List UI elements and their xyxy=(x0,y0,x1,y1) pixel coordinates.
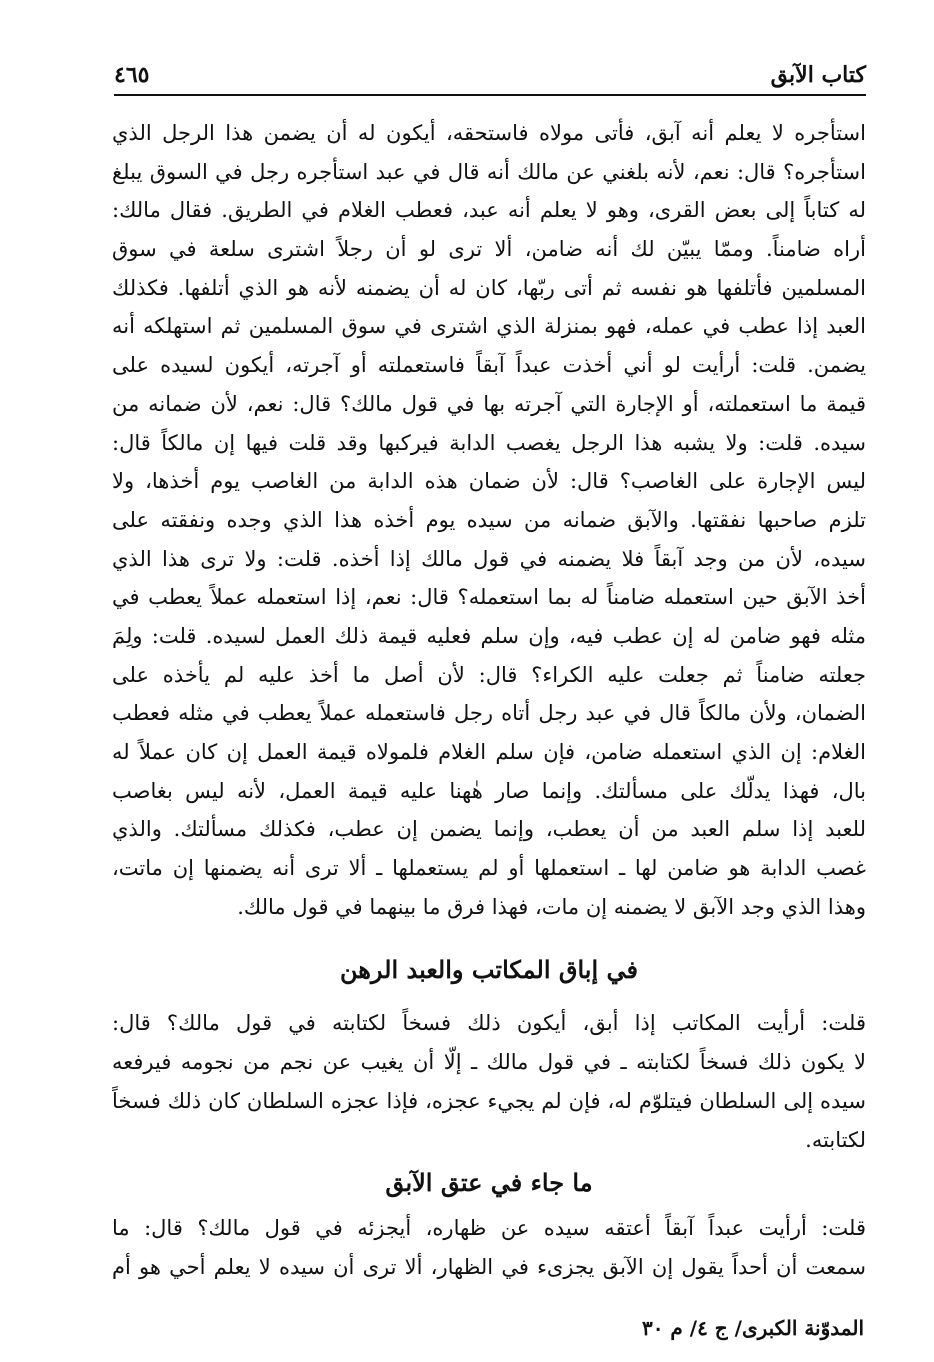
text-line: ليس الإجارة على الغاصب؟ قال: لأن ضمان هذه الدابة من الغاصب يوم أخذها، ولا xyxy=(112,469,866,494)
text-line: تلزم صاحبها نفقتها. والآبق ضمانه من سيده يوم أخذه هذا الذي وجده ونفقته على xyxy=(112,507,866,532)
text-line: له كتاباً إلى بعض القرى، وهو لا يعلم أنه عبد، فعطب الغلام في الطريق. فقال مالك: xyxy=(112,198,866,223)
text-line: قلت: أرأيت المكاتب إذا أبق، أيكون ذلك فسخاً لكتابته في قول مالك؟ قال: xyxy=(112,1011,866,1036)
text-line: بال، فهذا يدلّك على مسألتك. وإنما صار هٰهنا عليه قيمة العمل، لأنه ليس بغاصب xyxy=(112,778,866,803)
section-heading: في إباق المكاتب والعبد الرهن xyxy=(340,955,638,985)
text-line: سيده. قلت: ولا يشبه هذا الرجل يغصب الدابة فيركبها وقد قلت فيها إن مالكاً قال: xyxy=(112,430,866,455)
text-line: يضمن. قلت: أرأيت لو أني أخذت عبداً آبقاً فاستعملته أو آجرته، أيكون لسيده على xyxy=(112,353,866,378)
text-line: غصب الدابة هو ضامن لها ـ استعملها أو لم يستعملها ـ ألا ترى أنه يضمنها إن ماتت، xyxy=(112,856,866,881)
section-abiq-hire xyxy=(112,114,866,926)
text-line: مثله فهو ضامن له إن عطب فيه، وإن سلم فعليه قيمة ذلك العمل لسيده. قلت: ولِمَ xyxy=(112,623,866,648)
text-line: قيمة ما استعملته، أو الإجارة التي آجرته بها في قول مالك؟ قال: نعم، لأن ضمانه من xyxy=(112,391,866,416)
text-line: أراه ضامناً. وممّا يبيّن لك أنه ضامن، ألا ترى لو أن رجلاً اشترى سلعة في سوق xyxy=(112,237,866,262)
text-line: قلت: أرأيت عبداً آبقاً أعتقه سيده عن ظهاره، أيجزئه في قول مالك؟ قال: ما xyxy=(112,1216,866,1241)
section-freeing-abiq xyxy=(112,1161,866,1286)
section-mukatab-flight xyxy=(112,942,866,1159)
running-title: كتاب الآبق xyxy=(770,62,866,88)
text-line: أخذ الآبق حين استعمله ضامناً له بما استعمله؟ قال: نعم، إذا استعمله عملاً يعطب في xyxy=(112,585,866,610)
text-line: سمعت أن أحداً يقول إن الآبق يجزىء في الظهار، ألا ترى أن سيده لا يعلم أحي هو أم xyxy=(112,1254,866,1279)
text-line: للعبد إذا سلم العبد من أن يعطب، وإنما يضمن إن عطب، فكذلك مسألتك. والذي xyxy=(112,817,866,842)
text-line: سيده، لأن من وجد آبقاً فلا يضمنه في قول مالك إذا أخذه. قلت: ولا ترى هذا الذي xyxy=(112,546,866,571)
page-number: ٤٦٥ xyxy=(114,62,150,88)
header-rule xyxy=(114,94,866,96)
text-line: سيده إلى السلطان فيتلوّم له، فإن لم يجيء عجزه، فإذا عجزه السلطان كان ذلك فسخاً xyxy=(112,1088,866,1113)
text-line: وهذا الذي وجد الآبق لا يضمنه إن مات، فهذا فرق ما بينهما في قول مالك. xyxy=(237,894,866,919)
signature-mark: المدوّنة الكبرى/ ج ٤/ م ٣٠ xyxy=(641,1316,864,1340)
text-line: استأجره لا يعلم أنه آبق، فأتى مولاه فاستحقه، أيكون له أن يضمن هذا الرجل الذي xyxy=(112,121,866,145)
text-line: الضمان، ولأن مالكاً قال في عبد رجل أتاه رجل فاستعمله عملاً يعطب في مثله فعطب xyxy=(112,701,866,726)
page-body xyxy=(112,114,866,1287)
text-line: لا يكون ذلك فسخاً لكتابته ـ في قول مالك ـ إلّا أن يغيب عن نجم من نجومه فيرفعه xyxy=(112,1050,866,1075)
text-line: استأجره؟ قال: نعم، لأنه بلغني عن مالك أنه قال في عبد استأجره رجل في السوق يبلغ xyxy=(112,159,866,184)
text-line: العبد إذا عطب في عمله، فهو بمنزلة الذي اشترى في سوق المسلمين ثم استهلكه أنه xyxy=(112,314,866,339)
page-header xyxy=(114,58,866,98)
text-line: المسلمين فأتلفها هو نفسه ثم أتى ربّها، كان له أن يضمنه لأنه هو الذي أتلفها. فكذلك xyxy=(112,275,866,300)
text-line: الغلام: إن الذي استعمله ضامن، فإن سلم الغلام فلمولاه قيمة العمل إن كان عملاً له xyxy=(112,740,866,764)
text-line: جعلته ضامناً ثم جعلت عليه الكراء؟ قال: لأن أصل ما أخذ عليه لم يأخذه على xyxy=(112,662,866,687)
text-line: لكتابته. xyxy=(805,1127,866,1152)
section-heading: ما جاء في عتق الآبق xyxy=(385,1168,593,1198)
